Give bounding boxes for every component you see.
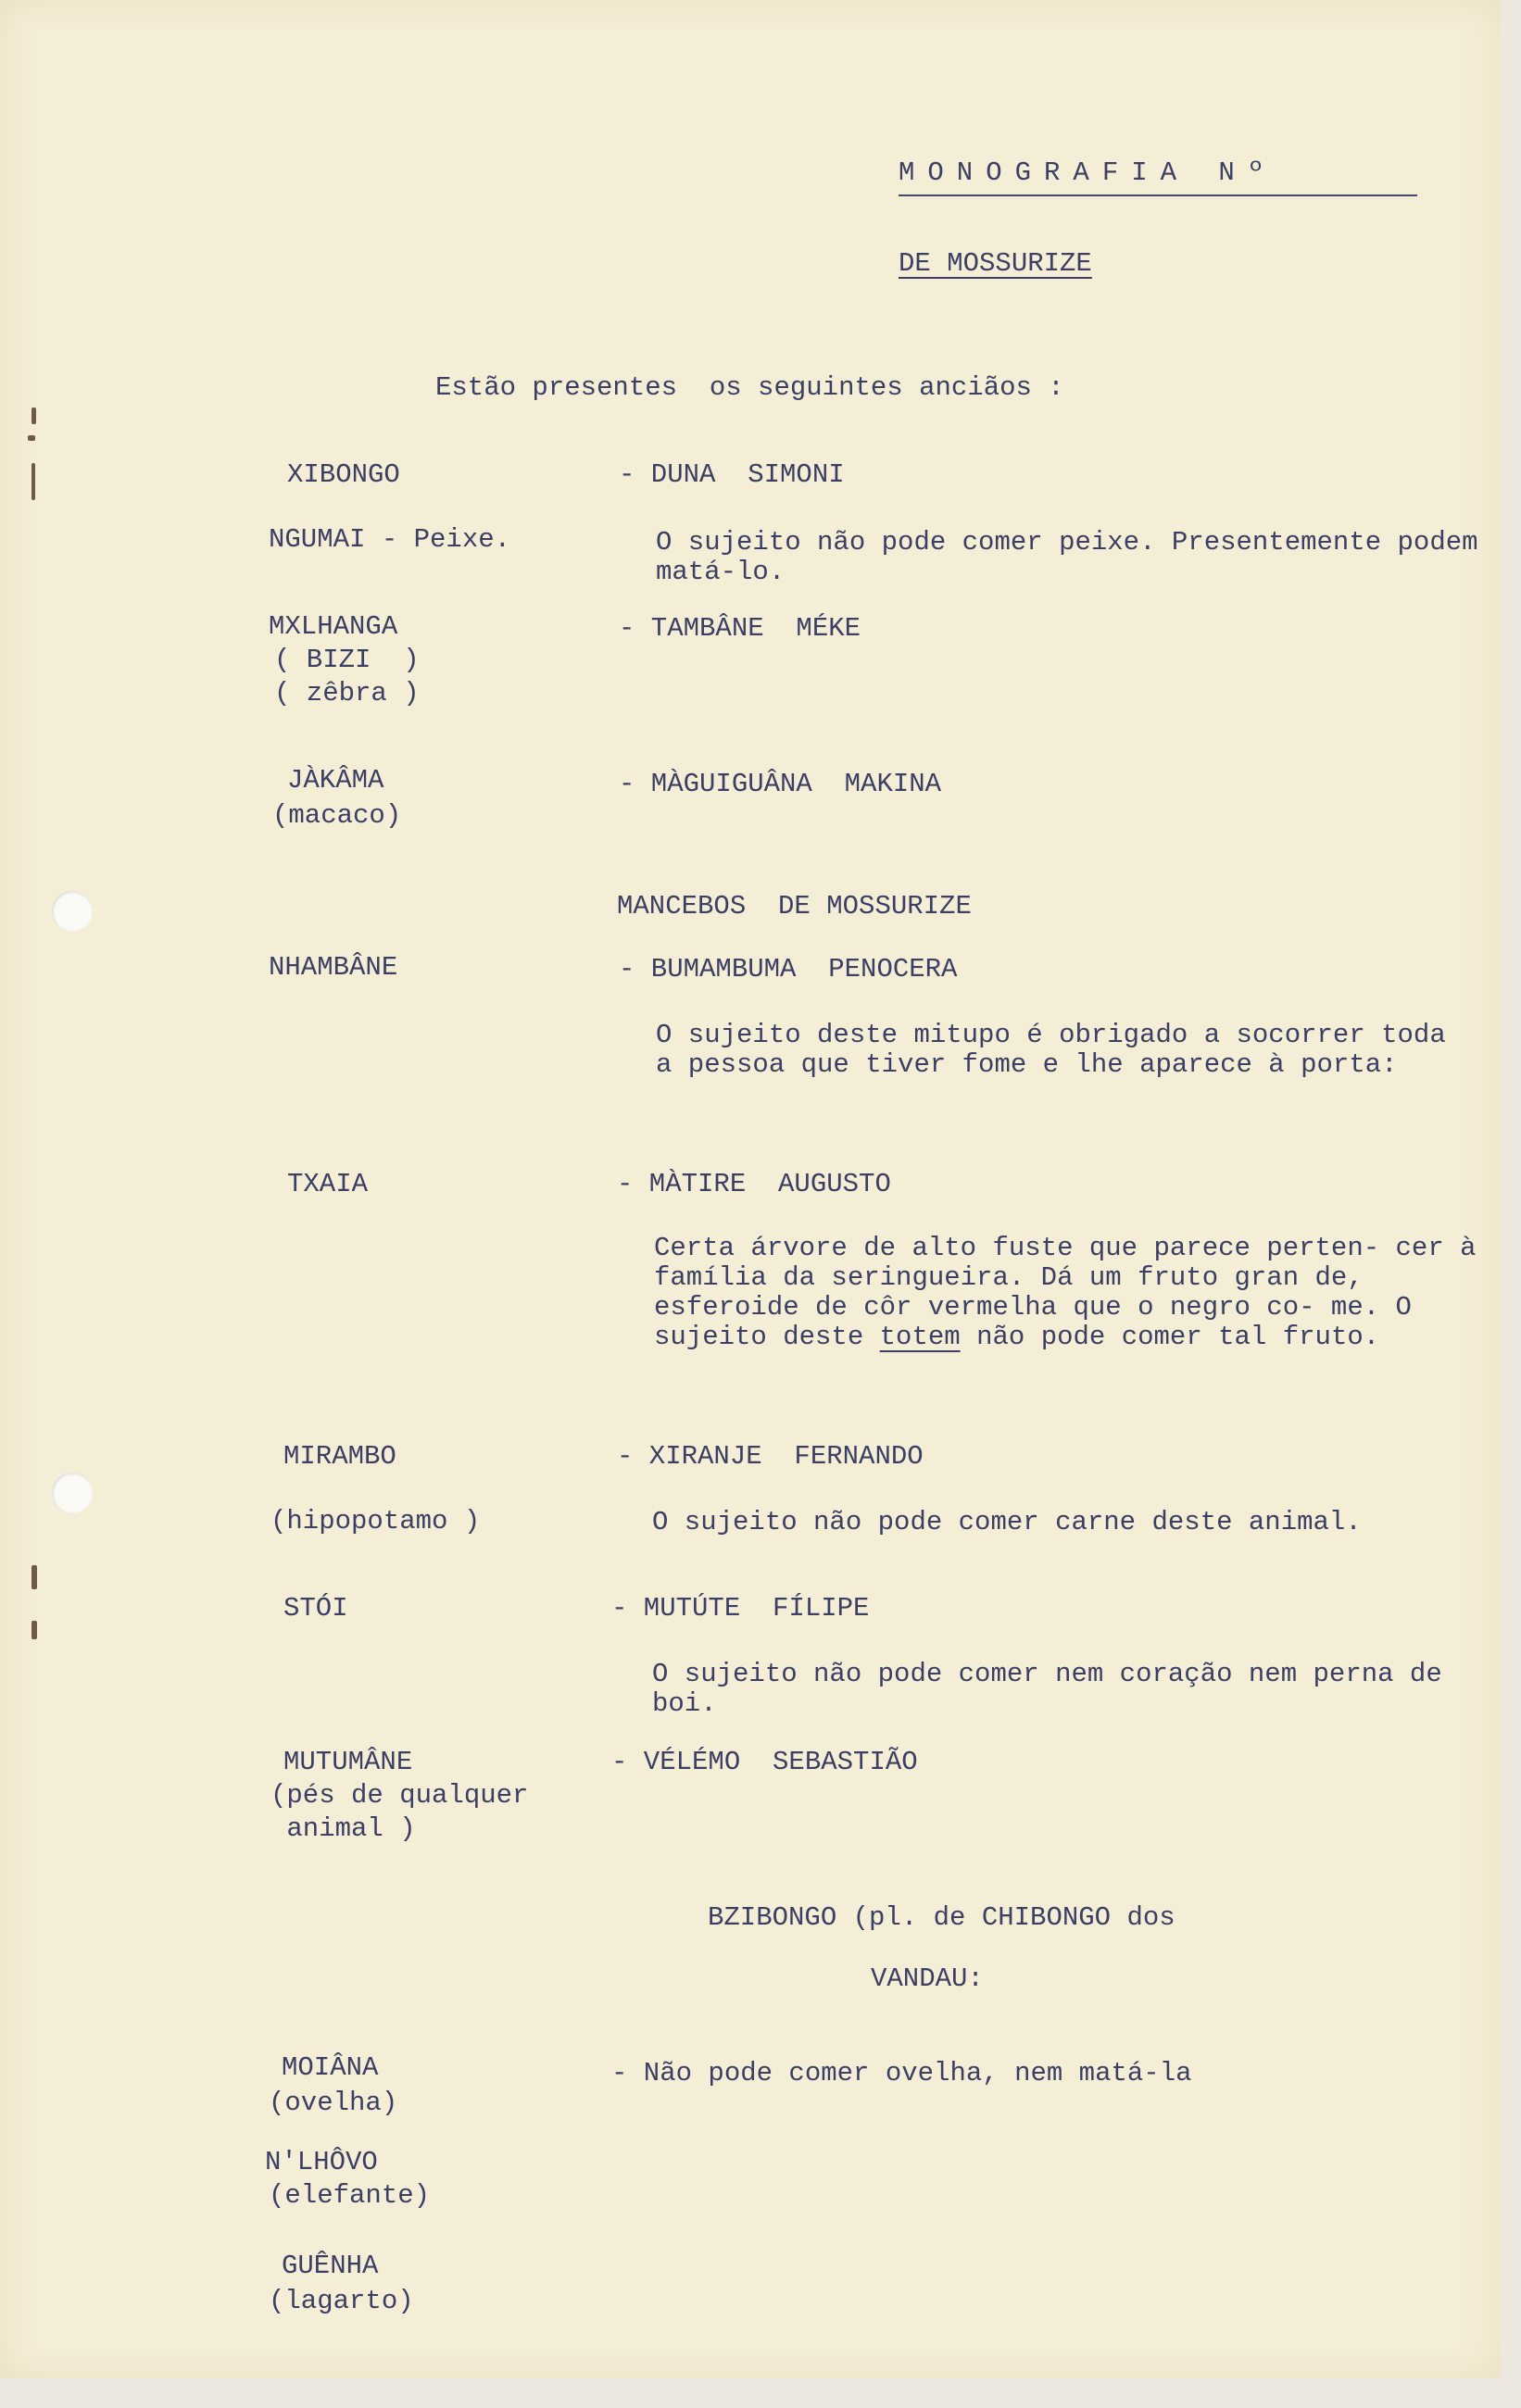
elder-name: - BUMAMBUMA PENOCERA — [619, 954, 958, 985]
totem-name: STÓI — [283, 1593, 348, 1624]
elder-name: - DUNA SIMONI — [619, 459, 845, 490]
entry-note: O sujeito não pode comer peixe. Presentemente podem matá-lo. — [656, 527, 1478, 587]
scan-edge — [0, 2378, 1521, 2408]
scan-edge — [1501, 0, 1521, 2408]
title-underline — [899, 194, 1417, 196]
staple-mark — [31, 1565, 37, 1589]
elder-name: - Não pode comer ovelha, nem matá-la — [611, 2058, 1192, 2088]
entry-note: Certa árvore de alto fuste que parece perten- cer à família da seringueira. Dá um fruto gran de, esferoide de côr vermelha que o negro co- me. O sujeito deste totem não pode comer tal fruto. — [654, 1233, 1477, 1352]
totem-name: NHAMBÂNE — [269, 952, 398, 983]
totem-name: MXLHANGA — [269, 611, 398, 642]
totem-subtitle: (elefante) — [269, 2180, 431, 2211]
elder-name: - TAMBÂNE MÉKE — [619, 613, 861, 644]
totem-name: NGUMAI - Peixe. — [269, 524, 511, 555]
punch-hole — [52, 891, 93, 932]
elder-name: - MÀTIRE AUGUSTO — [617, 1169, 891, 1199]
totem-subtitle: (lagarto) — [269, 2286, 414, 2316]
elder-name: - VÉLÉMO SEBASTIÃO — [611, 1747, 918, 1777]
punch-hole — [52, 1473, 93, 1513]
document-subtitle: DE MOSSURIZE — [899, 248, 1092, 279]
section-heading: BZIBONGO (pl. de CHIBONGO dos — [708, 1902, 1175, 1933]
elder-name: - MUTÚTE FÍLIPE — [611, 1593, 870, 1624]
totem-name: JÀKÂMA — [287, 765, 384, 796]
totem-subtitle: (macaco) — [272, 800, 402, 831]
entry-note: O sujeito não pode comer nem coração nem perna de boi. — [652, 1659, 1442, 1719]
staple-mark — [28, 435, 35, 441]
entry-note: O sujeito deste mitupo é obrigado a socorrer toda a pessoa que tiver fome e lhe aparece à porta: — [656, 1020, 1446, 1080]
staple-mark — [31, 408, 36, 424]
totem-name: XIBONGO — [287, 459, 400, 490]
totem-subtitle: (hipopotamo ) — [270, 1506, 481, 1536]
totem-name: GUÊNHA — [282, 2251, 379, 2281]
document-title: MONOGRAFIA Nº — [899, 157, 1277, 188]
totem-subtitle: (pés de qualquer — [270, 1780, 529, 1811]
totem-name: MIRAMBO — [283, 1441, 396, 1472]
totem-subtitle: animal ) — [270, 1813, 416, 1844]
entry-note: O sujeito não pode comer carne deste animal. — [652, 1507, 1362, 1537]
intro-line: Estão presentes os seguintes anciãos : — [435, 372, 1064, 403]
section-heading: VANDAU: — [871, 1963, 984, 1994]
totem-name: TXAIA — [287, 1169, 369, 1199]
totem-subtitle: ( BIZI ) — [274, 645, 420, 675]
totem-name: N'LHÔVO — [265, 2147, 378, 2177]
totem-name: MOIÂNA — [282, 2052, 379, 2083]
totem-subtitle: ( zêbra ) — [274, 678, 420, 709]
section-heading: MANCEBOS DE MOSSURIZE — [617, 891, 972, 922]
staple-mark — [31, 463, 35, 500]
totem-subtitle: (ovelha) — [269, 2088, 398, 2118]
staple-mark — [31, 1621, 37, 1639]
elder-name: - XIRANJE FERNANDO — [617, 1441, 924, 1472]
elder-name: - MÀGUIGUÂNA MAKINA — [619, 769, 942, 799]
totem-name: MUTUMÂNE — [283, 1747, 413, 1777]
